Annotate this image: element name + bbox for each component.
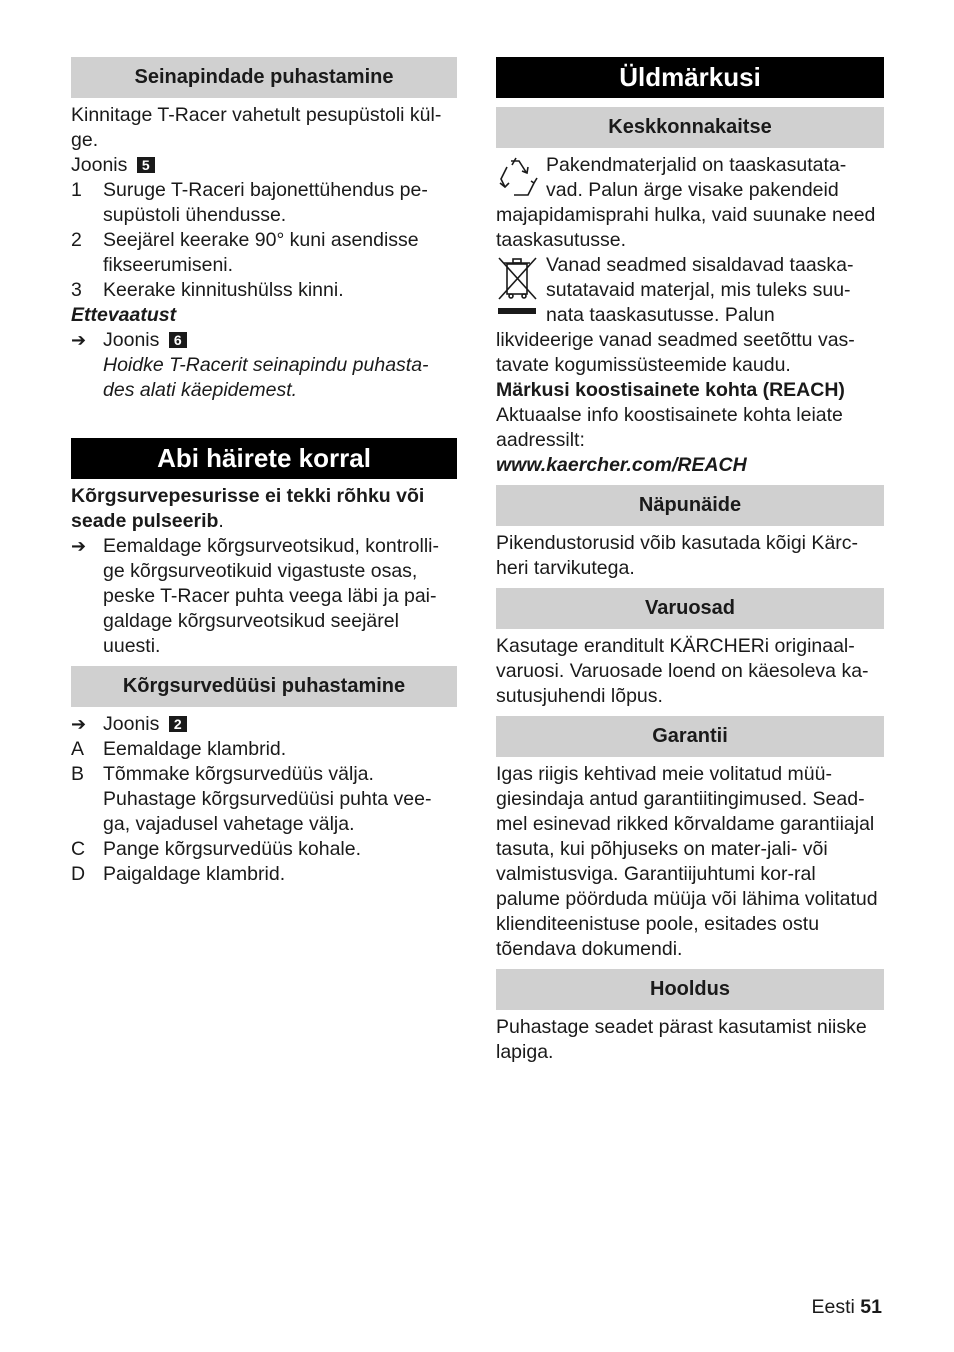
- page-number: 51: [860, 1296, 882, 1318]
- section-heading-environment: Keskkonnakaitse: [496, 107, 884, 148]
- section-heading-warranty: Garantii: [496, 716, 884, 757]
- figure-label: Joonis: [71, 154, 128, 176]
- care-text: Puhastage seadet pärast kasutamist niiske lapiga.: [496, 1016, 867, 1063]
- list-item: B Tõmmake kõrgsurvedüüs välja. Puhastage kõrgsurvedüüsi puhta vee-ga, vajadusel vahetage välja.: [71, 763, 432, 835]
- arrow-icon: ➔: [71, 330, 87, 351]
- crossed-bin-icon: [496, 253, 546, 328]
- recycle-icon: [496, 153, 546, 203]
- recycle-note: Pakendmaterjalid on taaskasutata- vad. Palun ärge visake pakendeid: [496, 153, 884, 203]
- list-item: A Eemaldage klambrid.: [71, 738, 287, 760]
- figure-label: Joonis: [103, 329, 160, 351]
- wall-intro: Kinnitage T-Racer vahetult pesupüstoli kül-ge.: [71, 104, 442, 151]
- caution-text: Hoidke T-Racerit seinapindu puhasta-des alati käepidemest.: [103, 354, 429, 401]
- right-column: [496, 57, 884, 1065]
- parts-text: Kasutage eranditult KÄRCHERi originaal-varuosi. Varuosade loend on käesoleva ka-sutusjuhendi lõpus.: [496, 635, 869, 707]
- figure-label: Joonis: [103, 713, 160, 735]
- section-heading-wall-cleaning: Seinapindade puhastamine: [71, 57, 457, 98]
- list-item: C Pange kõrgsurvedüüs kohale.: [71, 838, 362, 860]
- reach-url: www.kaercher.com/REACH: [496, 454, 747, 476]
- arrow-icon: ➔: [71, 536, 87, 557]
- figure-number-badge: 2: [169, 716, 187, 732]
- recycle-note-rest: majapidamisprahi hulka, vaid suunake need taaskasutusse.: [496, 204, 876, 251]
- wall-figure-ref: [71, 153, 457, 178]
- footer-language: Eesti: [811, 1296, 855, 1318]
- caution-item: [71, 328, 457, 353]
- list-item: 1 Suruge T-Raceri bajonettühendus pe-supüstoli ühendusse.: [71, 179, 428, 226]
- list-item: D Paigaldage klambrid.: [71, 863, 286, 885]
- arrow-icon: ➔: [71, 714, 87, 735]
- warranty-text: Igas riigis kehtivad meie volitatud müü-giesindaja antud garantiitingimused. Sead-mel esinevad rikked kõrvaldame garantiiajal tasuta, kui põhjuseks on mater-jali- või valmistusviga. Garantiijuhtumi kor-ral palume pöörduda müüja või lähima volitatud klienditeenistuse poole, esitades ostu tõendava dokumendi.: [496, 763, 878, 960]
- left-column: [71, 57, 457, 887]
- weee-note: Vanad seadmed sisaldavad taaska- sutatavaid materjal, mis tuleks suu- nata taaskasutusse. Palun: [496, 253, 884, 328]
- page-footer: [812, 1295, 882, 1320]
- figure-number-badge: 6: [169, 332, 187, 348]
- caution-label: Ettevaatust: [71, 304, 177, 326]
- trouble-problem: Kõrgsurvepesurisse ei tekki rõhku või seade pulseerib.: [71, 485, 425, 532]
- section-heading-general-notes: Üldmärkusi: [496, 57, 884, 98]
- weee-note-rest: likvideerige vanad seadmed seetõttu vas-tavate kogumissüsteemide kaudu.: [496, 329, 855, 376]
- nozzle-figure-ref: [71, 712, 457, 737]
- tips-text: Pikendustorusid võib kasutada kõigi Kärc-heri tarvikutega.: [496, 532, 859, 579]
- section-heading-nozzle-cleaning: Kõrgsurvedüüsi puhastamine: [71, 666, 457, 707]
- section-heading-tips: Näpunäide: [496, 485, 884, 526]
- caution-text-item: [71, 353, 457, 403]
- section-heading-spare-parts: Varuosad: [496, 588, 884, 629]
- list-item: 2 Seejärel keerake 90° kuni asendisse fikseerumiseni.: [71, 229, 419, 276]
- list-item: 3 Keerake kinnitushülss kinni.: [71, 279, 344, 301]
- section-heading-troubleshooting: Abi häirete korral: [71, 438, 457, 479]
- reach-title: Märkusi koostisainete kohta (REACH): [496, 379, 845, 401]
- figure-number-badge: 5: [137, 157, 155, 173]
- reach-text: Aktuaalse info koostisainete kohta leiate aadressilt:: [496, 404, 843, 451]
- section-heading-care: Hooldus: [496, 969, 884, 1010]
- trouble-remedy: ➔ Eemaldage kõrgsurveotsikud, kontrolli-ge kõrgsurveotikuid vigastuste osas, peske T-Racer puhta veega läbi ja pai-galdage kõrgsurveotsikud seejärel uuesti.: [71, 535, 439, 657]
